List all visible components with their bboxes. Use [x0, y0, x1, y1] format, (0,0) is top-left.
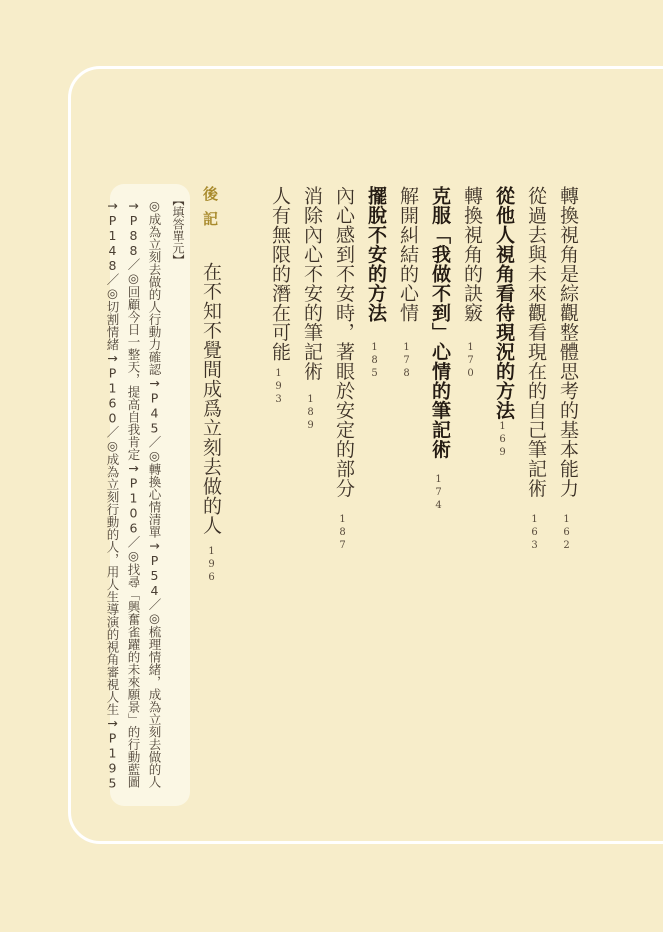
- toc-entry-title: 消除內心不安的筆記術: [301, 186, 323, 381]
- toc-entry-page: 162: [561, 514, 572, 553]
- toc-entry-title: 從過去與未來觀看現在的自己筆記術: [525, 186, 547, 498]
- toc-entry-title: 人有無限的潛在可能: [269, 186, 291, 362]
- toc-entry-page: 187: [337, 514, 348, 553]
- toc-entry-page: 189: [305, 394, 316, 433]
- toc-entry-page: 185: [369, 342, 380, 381]
- toc-entry-title: 克服「我做不到」心情的筆記術: [429, 186, 451, 459]
- afterword-label: 後記: [201, 186, 219, 236]
- toc-entry-title: 從他人視角看待現況的方法: [493, 186, 515, 420]
- toc-entry-title: 擺脫不安的方法: [365, 186, 387, 323]
- toc-entry-title: 轉換視角的訣竅: [461, 186, 483, 323]
- toc-entry-title: 解開糾結的心情: [397, 186, 419, 323]
- fill-in-line: →P88／◎回顧今日一整天，提高自我肯定→P106／◎找尋「興奮雀躍的未來願景」的行動藍圖: [126, 198, 141, 788]
- fill-in-label: 【填答單元】: [171, 194, 185, 266]
- fill-in-line: ◎成為立刻去做的人行動力確認→P45／◎轉換心情清單→P54／◎梳理情緒，成為立刻去做的人: [147, 198, 162, 788]
- toc-entry-page: 174: [433, 474, 444, 513]
- afterword-title: 在不知不覺間成爲立刻去做的人: [200, 262, 222, 535]
- afterword-page: 196: [206, 546, 217, 585]
- fill-in-line: →P148／◎切割情緒→P160／◎成為立刻行動的人，用人生導演的視角審視人生→P195: [105, 198, 120, 791]
- toc-entry-title: 轉換視角是綜觀整體思考的基本能力: [557, 186, 579, 498]
- toc-entry-title: 內心感到不安時，著眼於安定的部分: [333, 186, 355, 498]
- toc-entry-page: 163: [529, 514, 540, 553]
- toc-entry-page: 169: [497, 421, 508, 460]
- toc-entry-page: 170: [465, 342, 476, 381]
- toc-entry-page: 193: [273, 368, 284, 407]
- toc-entry-page: 178: [401, 342, 412, 381]
